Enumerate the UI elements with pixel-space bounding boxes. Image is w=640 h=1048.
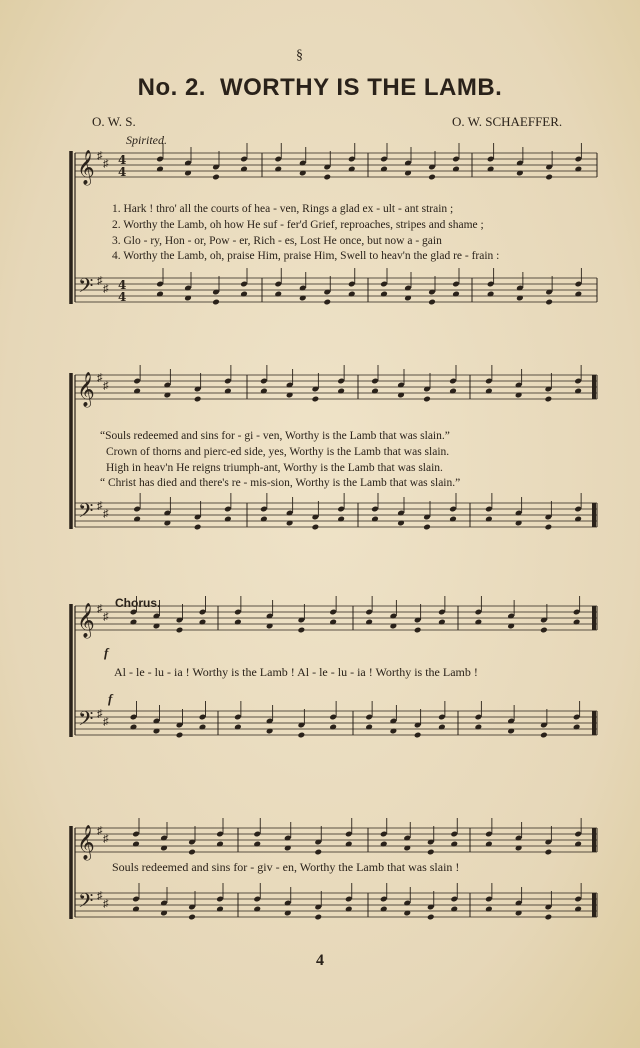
final-barline	[592, 828, 596, 852]
treble-clef-icon: 𝄞	[77, 825, 95, 860]
sharp-icon: ♯	[97, 372, 103, 384]
bass-notehead	[428, 299, 436, 306]
sharp-icon: ♯	[103, 833, 109, 845]
verse-line-2: 2. Worthy the Lamb, oh how He suf - fer'd Grief, reproaches, stripes and shame ;	[112, 219, 484, 231]
sharp-icon: ♯	[97, 150, 103, 162]
treble-notehead	[545, 174, 553, 181]
bass-clef-icon: 𝄢	[78, 274, 94, 302]
treble-notehead	[298, 627, 306, 634]
music-credit: O. W. SCHAEFFER.	[452, 114, 563, 129]
page-number: 4	[316, 952, 324, 969]
treble-notehead	[423, 396, 431, 403]
treble-notehead	[540, 627, 548, 634]
time-signature: 4	[118, 278, 127, 292]
bass-notehead	[312, 524, 320, 531]
hymn-title-text: WORTHY IS THE LAMB.	[219, 74, 503, 101]
treble-notehead	[545, 849, 553, 856]
time-signature: 4	[118, 165, 127, 179]
bass-notehead	[323, 299, 331, 306]
chorus-lyric-2: Souls redeemed and sins for - giv - en, Worthy the Lamb that was slain !	[112, 860, 460, 874]
words-credit: O. W. S.	[92, 114, 136, 129]
bass-notehead	[298, 732, 306, 739]
treble-notehead	[314, 849, 322, 856]
bass-notehead	[194, 524, 202, 531]
treble-notehead	[545, 396, 553, 403]
verse-line-3: 3. Glo - ry, Hon - or, Pow - er, Rich - es, Lost He once, but now a - gain	[112, 235, 442, 247]
sharp-icon: ♯	[103, 611, 109, 623]
treble-notehead	[176, 627, 184, 634]
treble-notehead	[414, 627, 422, 634]
verse-line-1: 1. Hark ! thro' all the courts of hea - ven, Rings a glad ex - ult - ant strain ;	[112, 203, 454, 215]
sharp-icon: ♯	[97, 825, 103, 837]
sharp-icon: ♯	[97, 603, 103, 615]
bass-notehead	[188, 914, 196, 921]
sharp-icon: ♯	[103, 716, 109, 728]
tempo-marking: Spirited.	[126, 133, 167, 147]
treble-notehead	[312, 396, 320, 403]
sharp-icon: ♯	[103, 380, 109, 392]
sharp-icon: ♯	[97, 500, 103, 512]
treble-notehead	[194, 396, 202, 403]
final-barline	[592, 606, 596, 630]
final-barline	[592, 375, 596, 399]
bass-notehead	[540, 732, 548, 739]
sharp-icon: ♯	[97, 708, 103, 720]
bass-notehead	[314, 914, 322, 921]
final-barline	[592, 711, 596, 735]
bass-notehead	[176, 732, 184, 739]
treble-notehead	[428, 174, 436, 181]
final-barline	[592, 893, 596, 917]
verse-line-7: High in heav'n He reigns triumph-ant, Worthy is the Lamb that was slain.	[106, 462, 443, 474]
verse-line-6: Crown of thorns and pierc-ed side, yes, Worthy is the Lamb that was slain.	[106, 446, 450, 458]
time-signature: 4	[118, 290, 127, 304]
chorus-label: Chorus.	[115, 596, 161, 610]
sharp-icon: ♯	[103, 508, 109, 520]
hymn-number: No. 2.	[137, 74, 206, 101]
treble-notehead	[212, 174, 220, 181]
sharp-icon: ♯	[103, 158, 109, 170]
bass-notehead	[545, 524, 553, 531]
bass-notehead	[545, 299, 553, 306]
final-barline	[592, 503, 596, 527]
bass-notehead	[545, 914, 553, 921]
dynamic-forte-treble: f	[104, 645, 109, 660]
sharp-icon: ♯	[97, 275, 103, 287]
bass-clef-icon: 𝄢	[78, 889, 94, 917]
treble-notehead	[323, 174, 331, 181]
bass-notehead	[423, 524, 431, 531]
bass-clef-icon: 𝄢	[78, 499, 94, 527]
treble-clef-icon: 𝄞	[77, 603, 95, 638]
dynamic-forte-bass: f	[108, 691, 113, 706]
section-mark: §	[296, 48, 303, 63]
bass-notehead	[212, 299, 220, 306]
verse-line-8: “ Christ has died and there's re - mis-sion, Worthy is the Lamb that was slain.”	[100, 477, 461, 489]
sharp-icon: ♯	[103, 898, 109, 910]
time-signature: 4	[118, 153, 127, 167]
bass-clef-icon: 𝄢	[78, 707, 94, 735]
verse-line-5: “Souls redeemed and sins for - gi - ven, Worthy is the Lamb that was slain.”	[100, 430, 450, 442]
chorus-lyric-1: Al - le - lu - ia ! Worthy is the Lamb ! Al - le - lu - ia ! Worthy is the Lamb !	[114, 665, 478, 679]
bass-notehead	[427, 914, 435, 921]
verse-line-4: 4. Worthy the Lamb, oh, praise Him, praise Him, Swell to heav'n the glad re - frain :	[112, 250, 500, 262]
bass-notehead	[414, 732, 422, 739]
treble-clef-icon: 𝄞	[77, 150, 95, 185]
sharp-icon: ♯	[97, 890, 103, 902]
treble-notehead	[427, 849, 435, 856]
treble-notehead	[188, 849, 196, 856]
sharp-icon: ♯	[103, 283, 109, 295]
treble-clef-icon: 𝄞	[77, 372, 95, 407]
